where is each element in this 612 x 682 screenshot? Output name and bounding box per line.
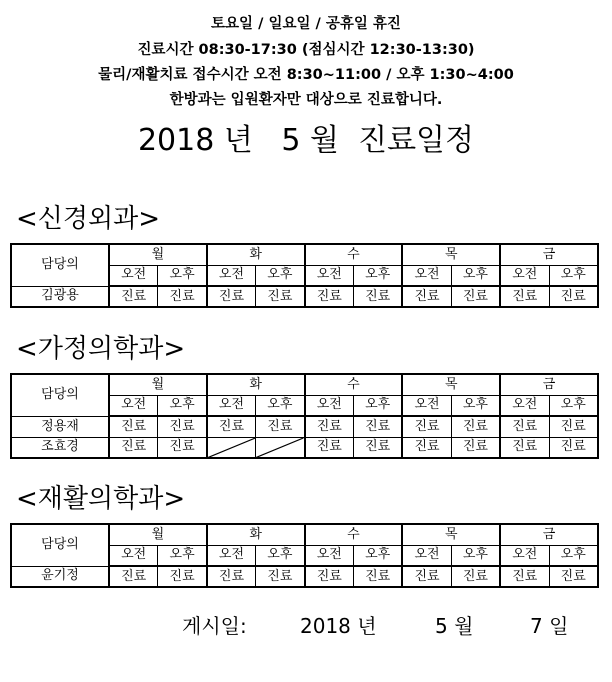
am-header: 오전 [500, 545, 549, 566]
day-header: 화 [207, 244, 305, 265]
page-title: 2018 년 5 월 진료일정 [137, 123, 475, 158]
slot-closed [256, 437, 305, 458]
doctor-header: 담당의 [11, 374, 109, 416]
slot-status: 진료 [158, 286, 207, 307]
slot-status: 진료 [109, 286, 158, 307]
pm-header: 오후 [451, 265, 500, 286]
doctor-name: 김광용 [11, 286, 109, 307]
am-header: 오전 [402, 545, 451, 566]
slot-status: 진료 [207, 416, 256, 437]
therapy-reception-notice: 물리/재활치료 접수시간 오전 8:30~11:00 / 오후 1:30~4:00 [98, 67, 514, 83]
am-header: 오전 [305, 265, 354, 286]
pm-header: 오후 [549, 395, 598, 416]
day-header: 수 [305, 374, 403, 395]
am-header: 오전 [207, 545, 256, 566]
schedule-table-neurosurgery [10, 243, 599, 308]
pm-header: 오후 [256, 545, 305, 566]
am-header: 오전 [305, 395, 354, 416]
slot-status: 진료 [256, 286, 305, 307]
day-header: 화 [207, 374, 305, 395]
pm-header: 오후 [353, 395, 402, 416]
slot-status: 진료 [207, 566, 256, 587]
pm-header: 오후 [451, 545, 500, 566]
slot-status: 진료 [549, 416, 598, 437]
slot-status: 진료 [353, 566, 402, 587]
slot-status: 진료 [305, 416, 354, 437]
slot-status: 진료 [549, 286, 598, 307]
day-header: 목 [402, 244, 500, 265]
doctor-name: 조효경 [11, 437, 109, 458]
am-header: 오전 [402, 395, 451, 416]
slot-status: 진료 [500, 566, 549, 587]
day-header: 월 [109, 244, 207, 265]
pm-header: 오후 [353, 545, 402, 566]
posted-day: 7 일 [530, 614, 569, 638]
day-header: 화 [207, 524, 305, 545]
pm-header: 오후 [549, 545, 598, 566]
oriental-medicine-notice: 한방과는 입원환자만 대상으로 진료합니다. [169, 92, 443, 108]
department-title-family-medicine: <가정의학과> [16, 334, 186, 364]
department-title-rehabilitation: <재활의학과> [16, 484, 186, 514]
am-header: 오전 [402, 265, 451, 286]
am-header: 오전 [207, 395, 256, 416]
schedule-table-rehabilitation [10, 523, 599, 588]
day-header: 월 [109, 524, 207, 545]
doctor-name: 윤기정 [11, 566, 109, 587]
day-header: 월 [109, 374, 207, 395]
slot-status: 진료 [305, 566, 354, 587]
pm-header: 오후 [158, 395, 207, 416]
pm-header: 오후 [158, 545, 207, 566]
slot-status: 진료 [451, 566, 500, 587]
slot-status: 진료 [109, 437, 158, 458]
slot-status: 진료 [158, 416, 207, 437]
posted-date-label: 게시일: [182, 614, 247, 638]
day-header: 금 [500, 244, 598, 265]
slot-status: 진료 [500, 416, 549, 437]
am-header: 오전 [305, 545, 354, 566]
pm-header: 오후 [256, 265, 305, 286]
slot-status: 진료 [549, 566, 598, 587]
pm-header: 오후 [158, 265, 207, 286]
slot-status: 진료 [207, 286, 256, 307]
posted-year: 2018 년 [300, 614, 377, 638]
doctor-header: 담당의 [11, 244, 109, 286]
slot-status: 진료 [256, 416, 305, 437]
slot-status: 진료 [451, 286, 500, 307]
am-header: 오전 [500, 395, 549, 416]
slot-status: 진료 [256, 566, 305, 587]
slot-status: 진료 [353, 416, 402, 437]
slot-status: 진료 [500, 437, 549, 458]
day-header: 목 [402, 524, 500, 545]
pm-header: 오후 [256, 395, 305, 416]
slot-status: 진료 [158, 437, 207, 458]
slot-status: 진료 [402, 286, 451, 307]
doctor-name: 정용재 [11, 416, 109, 437]
am-header: 오전 [207, 265, 256, 286]
posted-month: 5 월 [435, 614, 474, 638]
slot-status: 진료 [402, 416, 451, 437]
pm-header: 오후 [451, 395, 500, 416]
slot-status: 진료 [451, 416, 500, 437]
slot-status: 진료 [305, 437, 354, 458]
day-header: 수 [305, 244, 403, 265]
slot-status: 진료 [353, 437, 402, 458]
slot-status: 진료 [402, 566, 451, 587]
day-header: 금 [500, 374, 598, 395]
day-header: 목 [402, 374, 500, 395]
slot-closed [207, 437, 256, 458]
hours-notice: 진료시간 08:30-17:30 (점심시간 12:30-13:30) [137, 42, 475, 58]
day-header: 금 [500, 524, 598, 545]
slot-status: 진료 [549, 437, 598, 458]
doctor-header: 담당의 [11, 524, 109, 566]
slot-status: 진료 [305, 286, 354, 307]
slot-status: 진료 [158, 566, 207, 587]
pm-header: 오후 [353, 265, 402, 286]
department-title-neurosurgery: <신경외과> [16, 204, 161, 234]
slot-status: 진료 [451, 437, 500, 458]
slot-status: 진료 [109, 566, 158, 587]
slot-status: 진료 [353, 286, 402, 307]
am-header: 오전 [500, 265, 549, 286]
slot-status: 진료 [500, 286, 549, 307]
pm-header: 오후 [549, 265, 598, 286]
closed-days-notice: 토요일 / 일요일 / 공휴일 휴진 [211, 16, 401, 32]
am-header: 오전 [109, 545, 158, 566]
schedule-table-family-medicine [10, 373, 599, 459]
slot-status: 진료 [109, 416, 158, 437]
am-header: 오전 [109, 265, 158, 286]
slot-status: 진료 [402, 437, 451, 458]
day-header: 수 [305, 524, 403, 545]
am-header: 오전 [109, 395, 158, 416]
